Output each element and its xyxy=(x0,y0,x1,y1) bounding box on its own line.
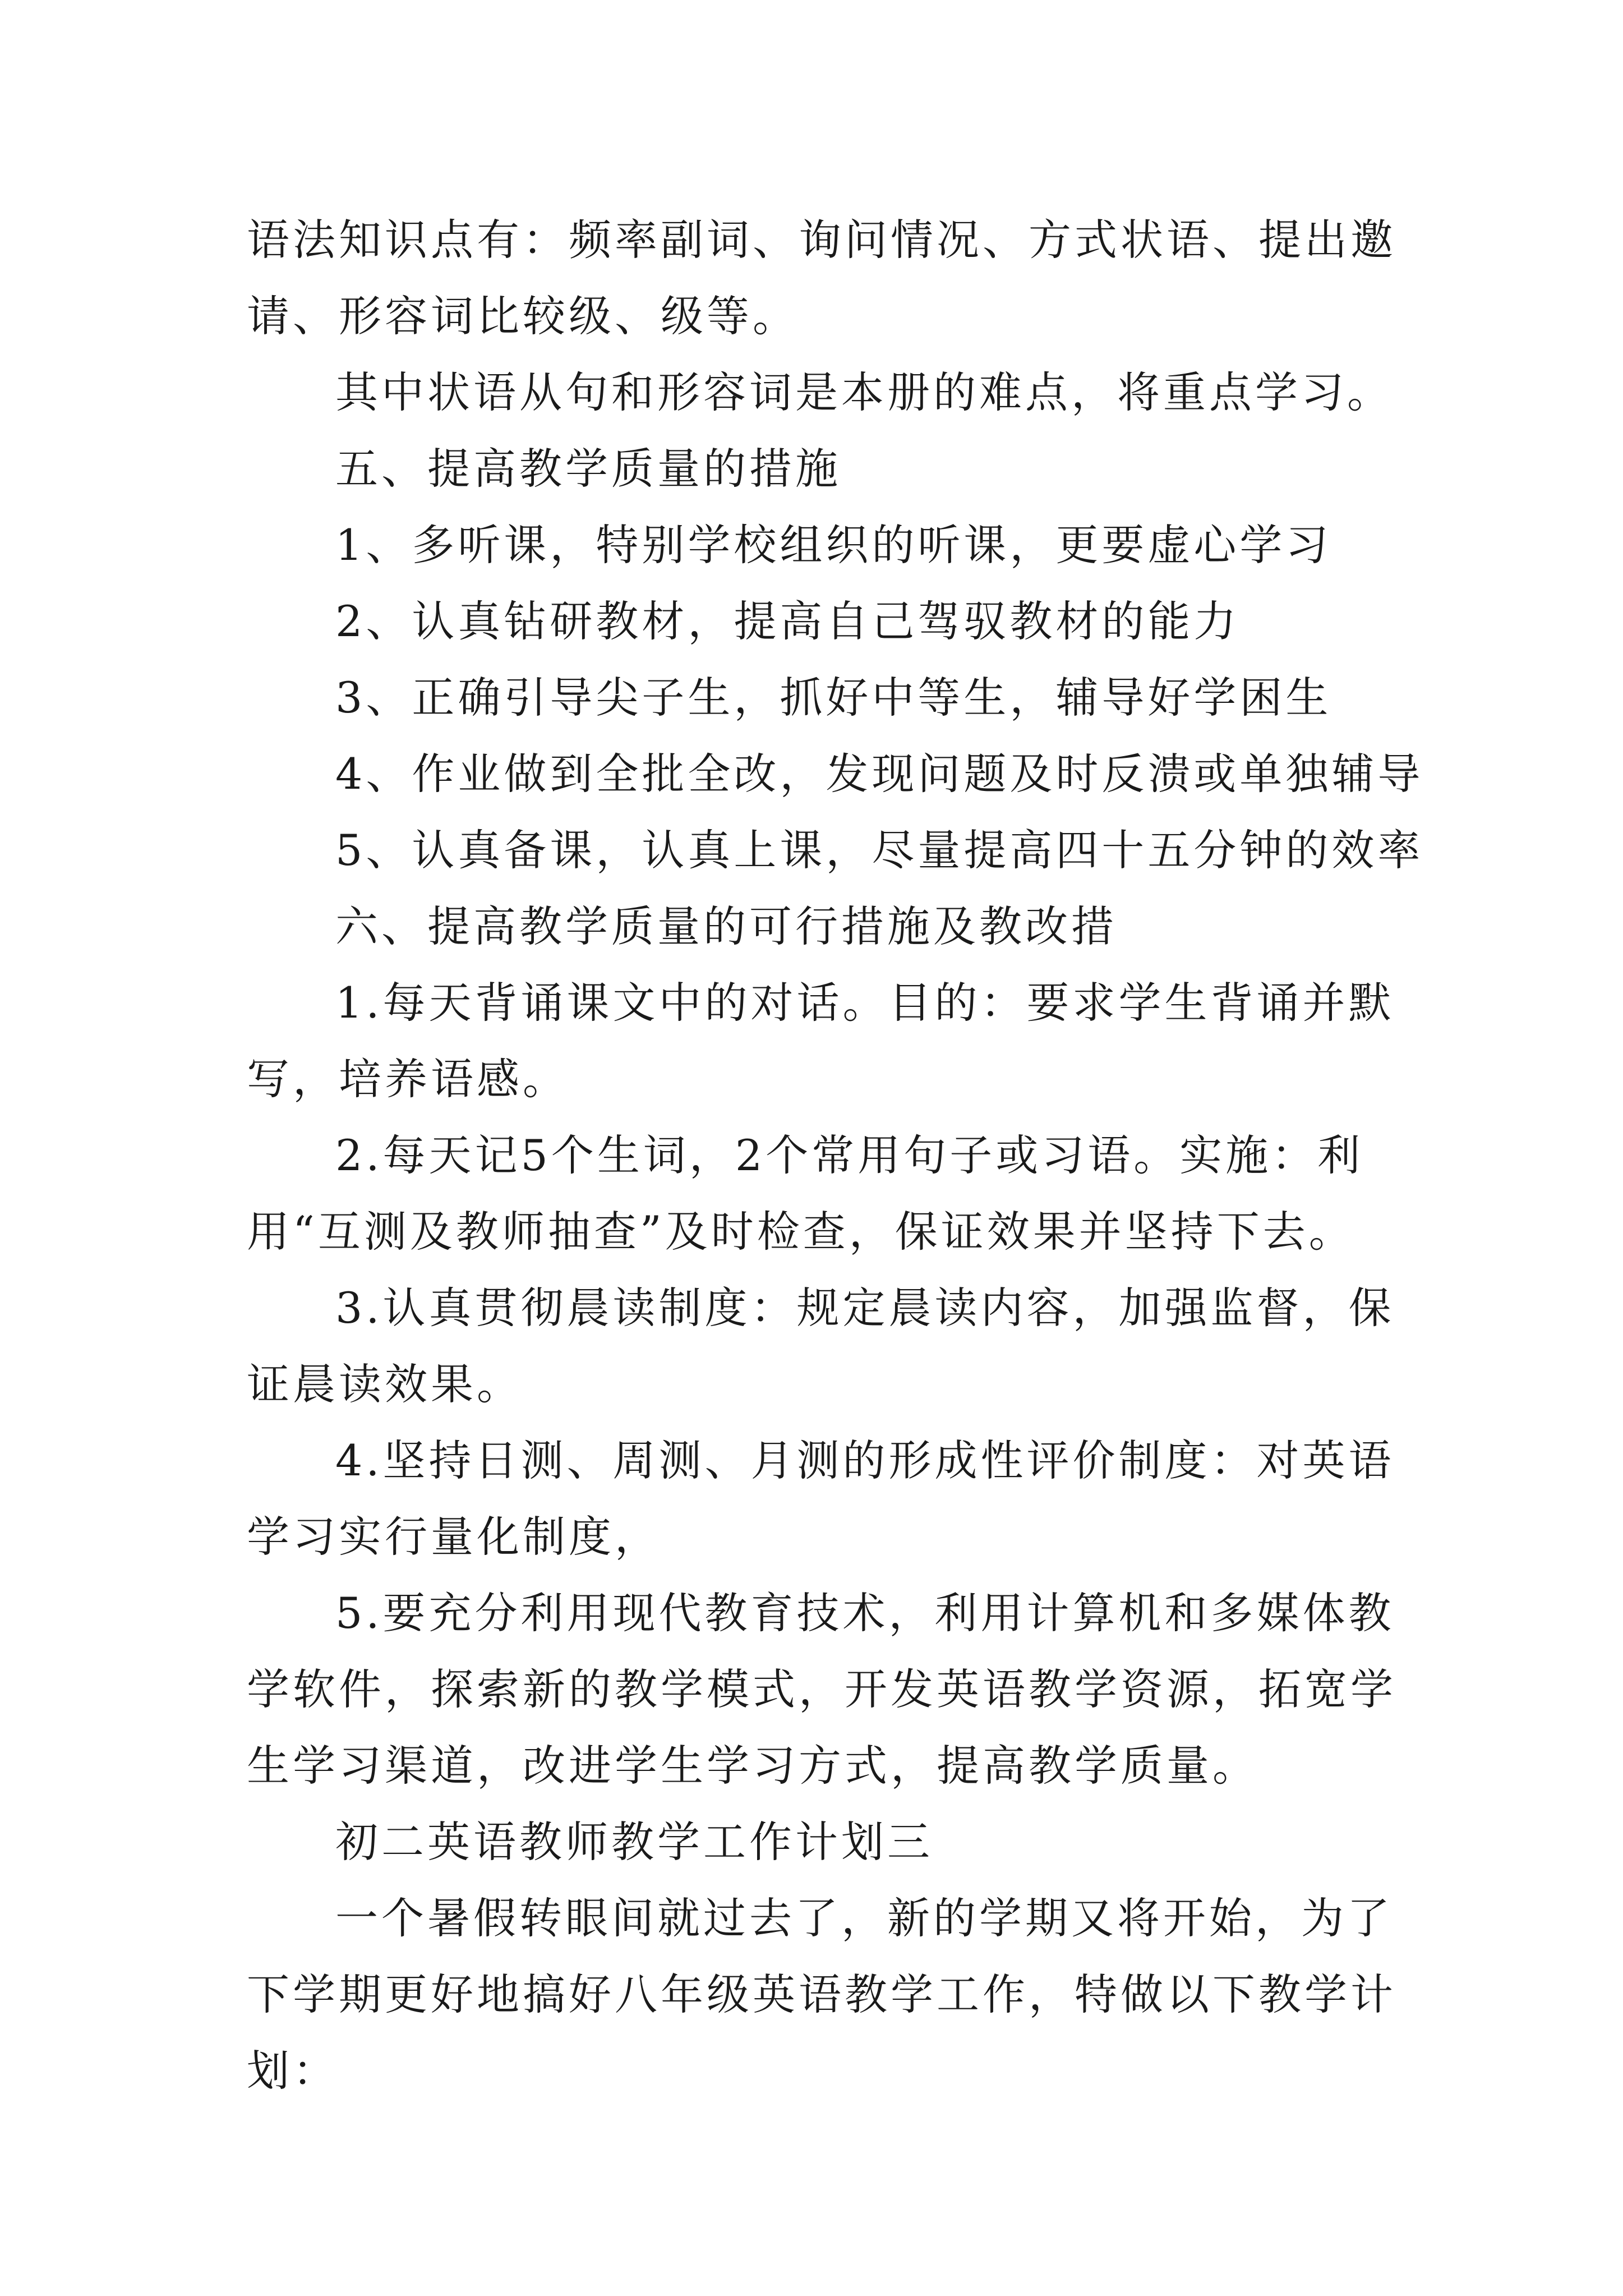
list-item: 3、正确引导尖子生，抓好中等生，辅导好学困生 xyxy=(335,673,1332,723)
section-heading: 五、提高教学质量的措施 xyxy=(335,444,841,494)
section-heading: 初二英语教师教学工作计划三 xyxy=(335,1817,933,1867)
list-item: 1、多听课，特别学校组织的听课，更要虚心学习 xyxy=(335,520,1332,570)
paragraph: 其中状语从句和形容词是本册的难点，将重点学习。 xyxy=(335,367,1393,417)
section-heading: 六、提高教学质量的可行措施及教改措 xyxy=(335,901,1117,951)
list-item: 3.认真贯彻晨读制度：规定晨读内容，加强监督，保证晨读效果。 xyxy=(247,1283,1395,1409)
paragraph: 一个暑假转眼间就过去了，新的学期又将开始，为了下学期更好地搞好八年级英语教学工作，特做以下教学计划： xyxy=(247,1893,1396,2096)
list-item: 4、作业做到全批全改，发现问题及时反溃或单独辅导 xyxy=(335,749,1424,799)
list-item: 2.每天记5个生词，2个常用句子或习语。实施：利用“互测及教师抽查”及时检查，保证效果并坚持下去。 xyxy=(247,1130,1364,1257)
list-item: 4.坚持日测、周测、月测的形成性评价制度：对英语学习实行量化制度， xyxy=(247,1435,1395,1562)
list-item: 1.每天背诵课文中的对话。目的：要求学生背诵并默写，培养语感。 xyxy=(247,978,1395,1104)
list-item: 5.要充分利用现代教育技术，利用计算机和多媒体教学软件，探索新的教学模式，开发英语教学资源，拓宽学生学习渠道，改进学生学习方式，提高教学质量。 xyxy=(247,1588,1396,1791)
paragraph: 语法知识点有：频率副词、询问情况、方式状语、提出邀请、形容词比较级、级等。 xyxy=(247,215,1396,341)
list-item: 5、认真备课，认真上课，尽量提高四十五分钟的效率 xyxy=(335,825,1424,875)
list-item: 2、认真钻研教材，提高自己驾驭教材的能力 xyxy=(335,596,1240,646)
document-body xyxy=(247,202,1424,2109)
